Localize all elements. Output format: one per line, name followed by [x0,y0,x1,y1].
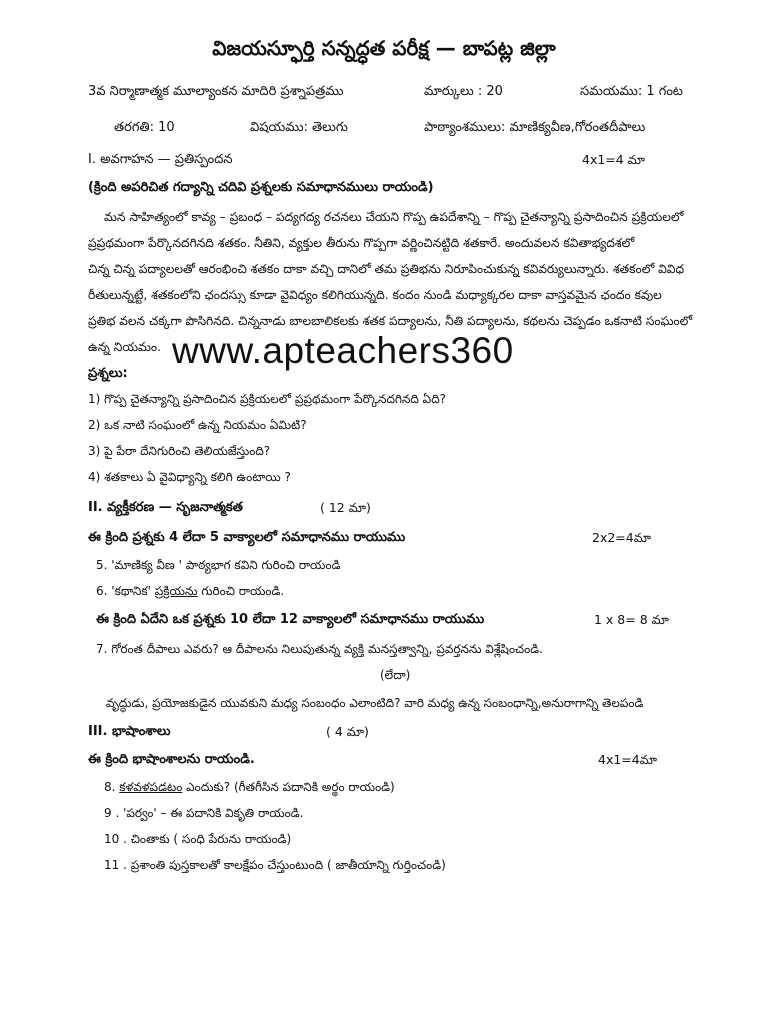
question-item: 11 . ప్రశాంతి పుస్తకాలతో కాలక్షేపం చేస్తుంటుంది ( జాతీయాన్ని గుర్తించండి) [104,858,446,872]
questions-label: ప్రశ్నలు: [88,366,128,381]
question-item: 3) పై పేరా దేనిగురించి తెలియజేస్తుంది? [88,444,271,458]
section-3-instruction: ఈ క్రింది భాషాంశాలను రాయండి. [88,752,255,767]
section-3-marks-c: 4x1=4మా [598,752,657,767]
exam-time: సమయము: 1 గంట [580,84,683,99]
question-prefix: 8. [104,780,120,794]
or-separator: (లేదా) [380,668,411,682]
section-2-heading: II. వ్యక్తీకరణ — సృజనాత్మకత [88,500,243,515]
lessons-label: పాఠ్యాంశములు: మాణిక్యవీణ,గోరంతదీపాలు [424,120,646,135]
section-1-instruction: (క్రింది అపరిచిత గద్యాన్ని చదివి ప్రశ్నలకు సమాధానములు రాయండి) [88,180,434,195]
section-2-marks: ( 12 మా) [320,500,371,515]
question-item [104,780,395,797]
passage-line: ప్రతిభ వలన చక్కగా పొసిగినది. చిన్ననాడు బాలబాలికలకు శతక పద్యాలను, నీతి పద్యాలను, కథలను చెప్పడం ఒకనాటి సంఘంలో [88,314,693,328]
subject-label: విషయము: తెలుగు [250,120,348,135]
question-item: 4) శతకాలు ఏ వైవిధ్యాన్ని కలిగి ఉంటాయి ? [88,470,291,484]
question-prefix: 6. 'కథానిక' [96,584,155,598]
passage-line: ప్రప్రథమంగా పేర్కొనదగినది శతకం. నీతిని, వ్యక్తుల తీరును గొప్పగా వర్ణించినట్టిది శతకారే. అందువలన కవితాభ్యదశలో [88,236,635,250]
question-item: వృద్ధుడు, ప్రయోజకుడైన యువకుని మధ్య సంబంధం ఎలాంటిది? వారి మధ్య ఉన్న సంబంధాన్ని,అనురాగాన్ని తెలపండి [106,696,644,710]
question-item: 10 . చింతాకు ( సంధి పేరును రాయండి) [104,832,292,846]
section-2-instruction-a: ఈ క్రింది ప్రశ్నకు 4 లేదా 5 వాక్యాలలో సమాధానము రాయుము [88,530,406,545]
passage-line: ఉన్న నియమం. [88,340,161,354]
exam-type: 3వ నిర్మాణాత్మక మూల్యాంకన మాదిరి ప్రశ్నాపత్రము [88,84,344,99]
question-item: 2) ఒక నాటి సంఘంలో ఉన్న నియమం ఏమిటి? [88,418,307,432]
total-marks: మార్కులు : 20 [424,84,503,99]
question-item [96,584,284,601]
section-2-marks-b: 1 x 8= 8 మా [594,612,669,627]
section-3-heading: III. భాషాంశాలు [88,724,171,739]
watermark-text: www.apteachers360 [172,330,514,371]
underlined-word: కళవళపడటం [119,780,183,794]
question-suffix: ఎందుకు? (గీతగీసిన పదానికి అర్థం రాయండి) [182,780,395,794]
class-label: తరగతి: 10 [114,120,175,135]
question-item: 9 . 'పర్వం' – ఈ పదానికి వికృతి రాయండి. [104,806,304,820]
section-2-marks-a: 2x2=4మా [592,530,651,545]
underlined-word: ప్రక్రియను [154,584,198,598]
passage-line: చిన్న చిన్న పద్యాలలతో ఆరంభించి శతకం దాకా వచ్చి దానిలో తమ ప్రతిభను నిరూపించుకున్న కవివర్యులున్నారు. శతకంలో వివిధ [88,262,685,276]
section-3-marks: ( 4 మా) [326,724,369,739]
question-item: 5. 'మాణిక్య వీణ ' పాఠ్యభాగ కవిని గురించి రాయండి [96,558,341,572]
section-1-heading: I. అవగాహన — ప్రతిస్పందన [88,152,233,167]
section-2-instruction-b: ఈ క్రింది ఏదేని ఒక ప్రశ్నకు 10 లేదా 12 వాక్యాలలో సమాధానము రాయుము [96,612,485,627]
section-1-marks: 4x1=4 మా [582,152,645,167]
question-suffix: గురించి రాయండి. [197,584,285,598]
passage-line: మన సాహిత్యంలో కావ్య – ప్రబంధ – పద్యగద్య రచనలు చేయని గొప్ప ఉపదేశాన్ని – గొప్ప చైతన్యాన్ని ప్రసాదించిన ప్రక్రియలలో [104,210,684,224]
question-item: 7. గోరంత దీపాలు ఎవరు? ఆ దీపాలను నిలుపుతున్న వ్యక్తి మనస్తత్వాన్ని, ప్రవర్తనను విశ్లేషించండి. [96,642,543,656]
passage-line: రీతులున్నట్టే, శతకంలోని ఛందస్సు కూడా వైవిధ్యం కలిగియున్నది. కందం నుండి మధ్యాక్కరల దాకా వాస్తవమైన ఛందం కవుల [88,288,662,302]
page-title: విజయస్ఫూర్తి సన్నద్ధత పరీక్ష — బాపట్ల జిల్లా [212,36,556,60]
question-item: 1) గొప్ప చైతన్యాన్ని ప్రసాదించిన ప్రక్రియలలో ప్రప్రథమంగా పేర్కొనదగినది ఏది? [88,392,447,406]
